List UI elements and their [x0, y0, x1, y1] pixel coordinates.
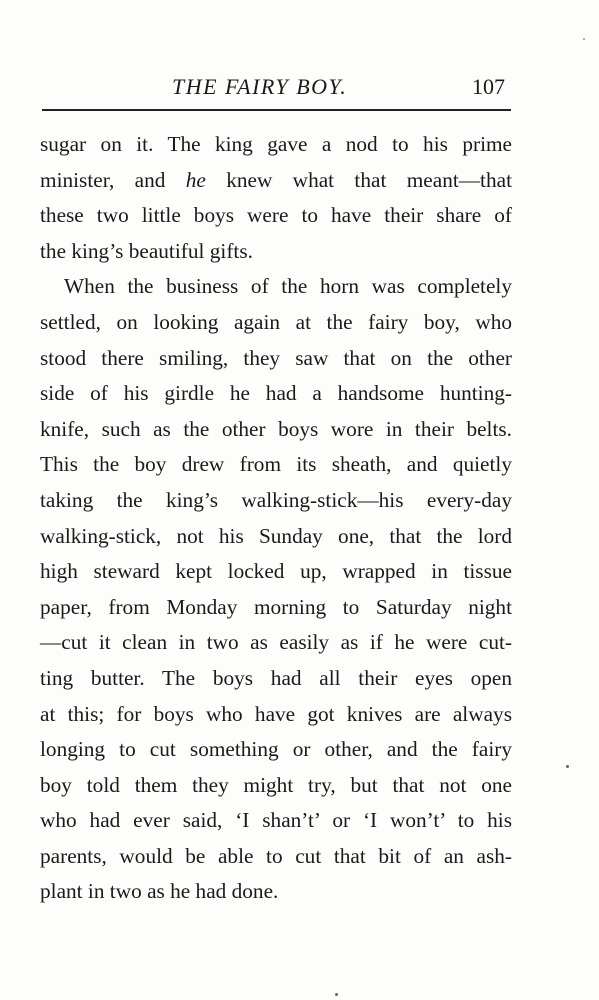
text-line: —cut it clean in two as easily as if he were cut- — [40, 630, 512, 655]
text-line: This the boy drew from its sheath, and quietly — [40, 452, 512, 477]
text-line: knife, such as the other boys wore in their belts. — [40, 416, 512, 441]
text-line: stood there smiling, they saw that on the other — [40, 345, 512, 370]
paper-speck — [566, 765, 569, 768]
text-line: these two little boys were to have their share of — [40, 203, 512, 228]
text-line: longing to cut something or other, and the fairy — [40, 737, 512, 762]
text-line: who had ever said, ‘I shan’t’ or ‘I won’t’ to his — [40, 808, 512, 833]
text-line: plant in two as he had done. — [40, 879, 279, 904]
text-line: minister, and he knew what that meant—that — [40, 167, 512, 192]
text-line: ting butter. The boys had all their eyes open — [40, 665, 512, 690]
paper-speck — [583, 38, 585, 40]
running-header — [42, 74, 509, 104]
text-line: at this; for boys who have got knives are always — [40, 701, 512, 726]
text-line: boy told them they might try, but that not one — [40, 772, 512, 797]
paper-speck — [335, 993, 338, 996]
header-rule — [42, 109, 511, 111]
text-line: the king’s beautiful gifts. — [40, 238, 253, 263]
running-title: THE FAIRY BOY. — [172, 74, 348, 99]
text-line: settled, on looking again at the fairy boy, who — [40, 309, 512, 334]
body-text — [40, 127, 512, 910]
text-line: When the business of the horn was completely — [64, 274, 512, 299]
page-number: 107 — [472, 74, 505, 99]
text-line: high steward kept locked up, wrapped in tissue — [40, 559, 512, 584]
text-line: taking the king’s walking-stick—his every-day — [40, 487, 512, 512]
text-line: parents, would be able to cut that bit of an ash- — [40, 843, 512, 868]
text-line: sugar on it. The king gave a nod to his prime — [40, 132, 512, 156]
text-line: walking-stick, not his Sunday one, that the lord — [40, 523, 512, 548]
text-line: paper, from Monday morning to Saturday night — [40, 594, 512, 619]
text-line: side of his girdle he had a handsome hunting- — [40, 381, 512, 406]
